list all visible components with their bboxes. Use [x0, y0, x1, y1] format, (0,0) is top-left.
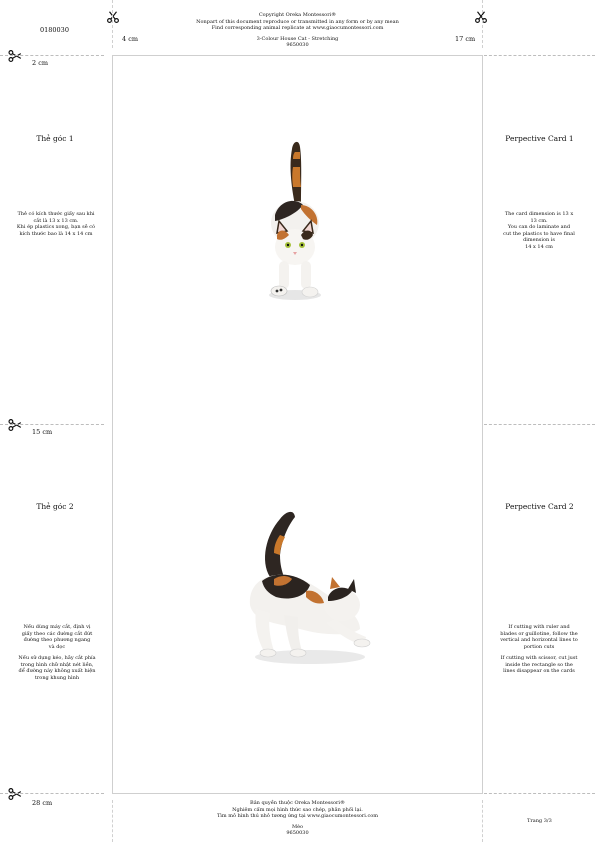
text-line: Nếu dùng máy cắt, định vị [23, 624, 91, 630]
text-line: và dọc [48, 643, 66, 650]
text-line: giấy theo các đường cắt đứt [21, 630, 93, 637]
card-border [112, 55, 113, 793]
text-line: If cutting with ruler and [508, 624, 570, 630]
product-name: 3-Colour House Cat - Stretching [256, 35, 339, 42]
text-line: dimension is [523, 237, 555, 243]
cat-front-image [255, 135, 335, 305]
cut-line [112, 800, 113, 842]
scissors-icon [474, 10, 488, 24]
text-line: vertical and horizontal lines to [500, 637, 578, 643]
card1-text-en [494, 211, 584, 250]
footer-name: Mèo [291, 823, 304, 830]
card2-title-vi: Thẻ góc 2 [36, 502, 74, 511]
card2-title-en: Perpective Card 2 [505, 502, 574, 511]
card2-text-vi [12, 624, 102, 681]
cut-line [484, 793, 595, 794]
cut-line [482, 800, 483, 842]
text-line: If cutting with scissor, cut just [500, 655, 578, 661]
text-line: cut the plastics to have final [503, 230, 575, 237]
text-line: Nếu sử dụng kéo, hãy cắt phía [18, 655, 96, 661]
text-line: The card dimension is 13 x [504, 211, 574, 217]
measure-15cm: 15 cm [32, 428, 53, 436]
scissors-icon [8, 418, 22, 432]
text-line: portion cuts [523, 643, 555, 650]
card1-text-vi [10, 211, 102, 237]
document-code: 0180030 [40, 26, 69, 34]
cat-stretching-image [240, 505, 375, 670]
cut-line [484, 55, 595, 56]
text-line: inside the rectangle so the [505, 661, 573, 668]
text-line: trong hình chữ nhật nét liền, [20, 661, 94, 668]
footer-line: Bản quyền thuộc Oreka Montessori® [250, 800, 345, 806]
text-line: cắt là 13 x 13 cm. [33, 217, 79, 224]
copyright-line: Copyright Oreka Montessori® [258, 12, 337, 18]
text-line: lines disappear on the cards [503, 668, 575, 674]
text-line: Thẻ có kích thước giấy sau khi [17, 211, 95, 217]
measure-4cm: 4 cm [122, 35, 139, 43]
cut-line [484, 424, 595, 425]
text-line: 14 x 14 cm [525, 243, 553, 250]
copyright-line: Find corresponding animal replicate at www.giaocumontessori.com [211, 25, 384, 31]
measure-28cm: 28 cm [32, 799, 53, 807]
card1-title-vi: Thẻ góc 1 [36, 134, 74, 143]
card-border [112, 55, 483, 56]
scissors-icon [8, 49, 22, 63]
text-line: 13 cm. [530, 217, 548, 224]
scissors-icon [8, 787, 22, 801]
footer-line: Nghiêm cấm mọi hình thức sao chép, phân phối lại. [232, 806, 363, 813]
page-number: Trang 3/3 [527, 818, 552, 824]
product-code: 9650030 [286, 42, 309, 48]
text-line: Khi ép plastics xong, bạn sẽ có [16, 224, 96, 230]
text-line: kích thước bao là 14 x 14 cm [19, 230, 93, 237]
copyright-line: Nonpart of this document reproduce or transmitted in any form or by any mean [196, 18, 399, 25]
cut-line [0, 55, 104, 56]
text-line: You can do laminate and [507, 224, 571, 230]
card-border [482, 55, 483, 793]
footer-code: 9650030 [286, 830, 309, 836]
measure-17cm: 17 cm [455, 35, 476, 43]
cut-line [112, 0, 113, 48]
measure-2cm: 2 cm [32, 59, 49, 67]
footer-copyright [180, 800, 415, 837]
cut-line [0, 793, 104, 794]
cut-line [482, 0, 483, 48]
cut-line [0, 424, 104, 425]
scissors-icon [106, 10, 120, 24]
footer-line: Tìm mô hình thú nhỏ tương ứng tại www.giaocumontessori.com [216, 813, 379, 819]
text-line: để đường này không xuất hiện [18, 668, 96, 674]
text-line: trong khung hình [34, 674, 80, 681]
card-border [112, 793, 483, 794]
copyright-block [180, 12, 415, 49]
text-line: blades or guillotine, follow the [500, 630, 578, 637]
card2-text-en [492, 624, 586, 675]
card1-title-en: Perpective Card 1 [505, 134, 574, 143]
text-line: đường theo phương ngang [23, 637, 91, 643]
